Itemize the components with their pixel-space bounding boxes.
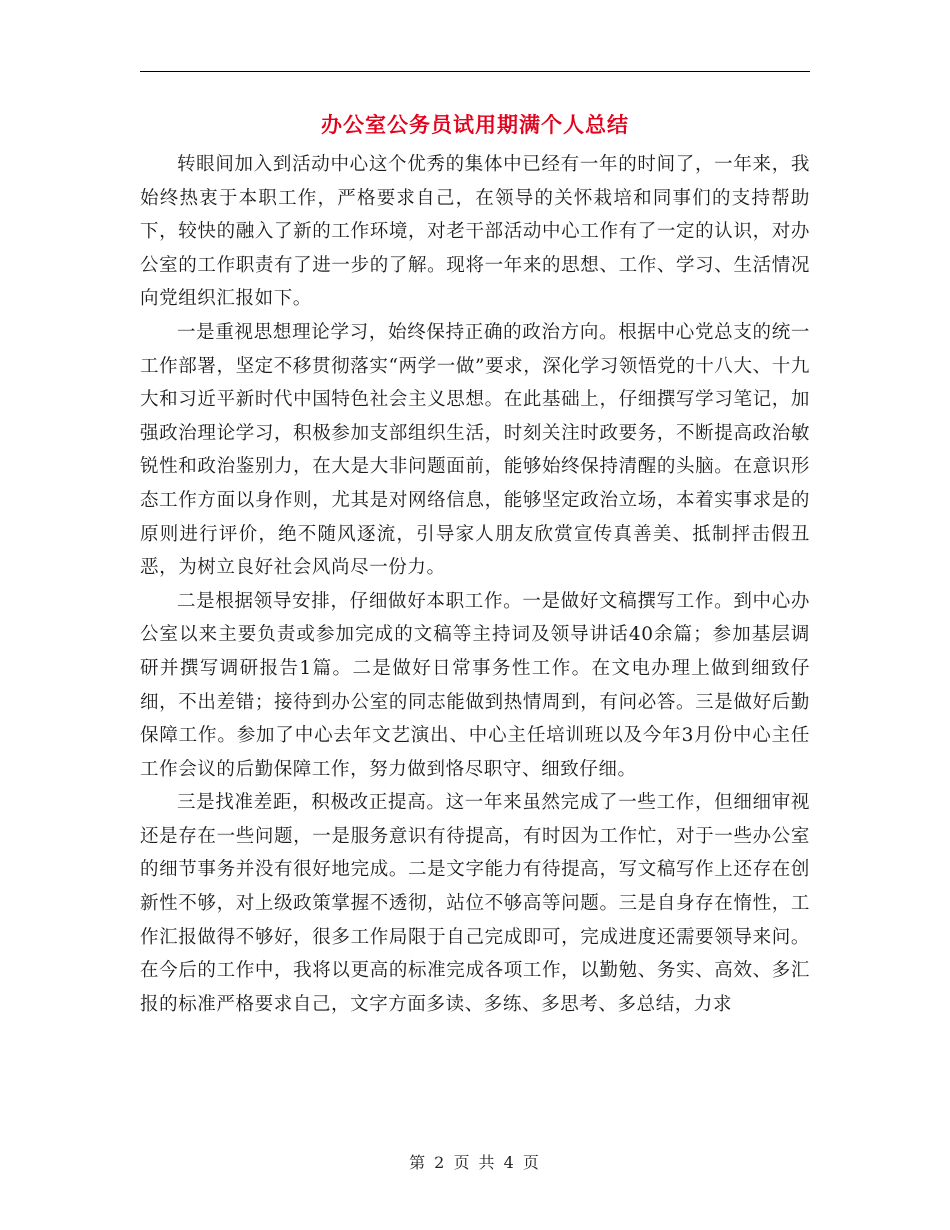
document-title: 办公室公务员试用期满个人总结 (321, 112, 629, 137)
paragraph-political-study: 一是重视思想理论学习，始终保持正确的政治方向。根据中心党总支的统一工作部署，坚定不移贯彻落实“两学一做”要求，深化学习领悟党的十八大、十九大和习近平新时代中国特色社会主义思想。在此基础上，仔细撰写学习笔记，加强政治理论学习，积极参加支部组织生活，时刻关注时政要务，不断提高政治敏锐性和政治鉴别力，在大是大非问题面前，能够始终保持清醒的头脑。在意识形态工作方面以身作则，尤其是对网络信息，能够坚定政治立场，本着实事求是的原则进行评价，绝不随风逐流，引导家人朋友欣赏宣传真善美、抵制抨击假丑恶，为树立良好社会风尚尽一份力。 (140, 321, 810, 579)
header-rule (140, 71, 810, 72)
page-number-footer: 第 2 页 共 4 页 (409, 1153, 541, 1172)
document-body (140, 148, 810, 1021)
paragraph-duties: 二是根据领导安排，仔细做好本职工作。一是做好文稿撰写工作。到中心办公室以来主要负责或参加完成的文稿等主持词及领导讲话40余篇；参加基层调研并撰写调研报告1篇。二是做好日常事务性工作。在文电办理上做到细致仔细，不出差错；接待到办公室的同志能做到热情周到，有问必答。三是做好后勤保障工作。参加了中心去年文艺演出、中心主任培训班以及今年3月份中心主任工作会议的后勤保障工作，努力做到恪尽职守、细致仔细。 (140, 590, 810, 780)
paragraph-intro: 转眼间加入到活动中心这个优秀的集体中已经有一年的时间了，一年来，我始终热衷于本职工作，严格要求自己，在领导的关怀栽培和同事们的支持帮助下，较快的融入了新的工作环境，对老干部活动中心工作有了一定的认识，对办公室的工作职责有了进一步的了解。现将一年来的思想、工作、学习、生活情况向党组织汇报如下。 (140, 154, 810, 310)
paragraph-improvement: 三是找准差距，积极改正提高。这一年来虽然完成了一些工作，但细细审视还是存在一些问题，一是服务意识有待提高，有时因为工作忙，对于一些办公室的细节事务并没有很好地完成。二是文字能力有待提高，写文稿写作上还存在创新性不够，对上级政策掌握不透彻，站位不够高等问题。三是自身存在惰性，工作汇报做得不够好，很多工作局限于自己完成即可，完成进度还需要领导来问。在今后的工作中，我将以更高的标准完成各项工作，以勤勉、务实、高效、多汇报的标准严格要求自己，文字方面多读、多练、多思考、多总结，力求 (140, 792, 810, 1015)
